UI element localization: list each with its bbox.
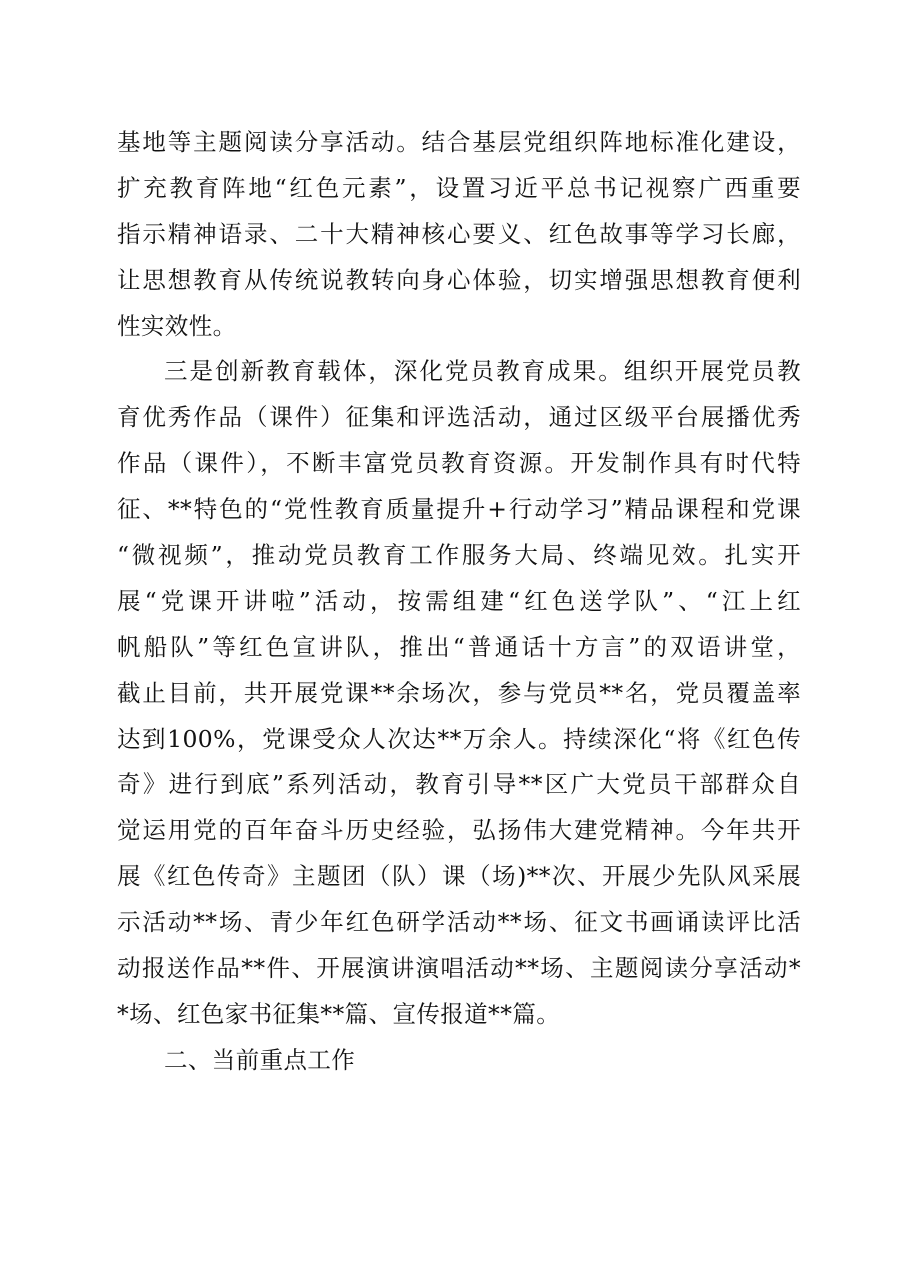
text-line: “微视频”，推动党员教育工作服务大局、终端见效。扎实开: [117, 541, 801, 570]
section-heading: 二、当前重点工作: [164, 1045, 356, 1074]
text-line: 作品（课件），不断丰富党员教育资源。开发制作具有时代特: [117, 449, 801, 478]
text-line: 性实效性。: [117, 311, 237, 340]
text-line: *场、红色家书征集**篇、宣传报道**篇。: [117, 999, 561, 1028]
document-body: [117, 120, 801, 1084]
text-line: 指示精神语录、二十大精神核心要义、红色故事等学习长廊，: [117, 219, 801, 248]
text-line: 帆船队”等红色宣讲队，推出“普通话十方言”的双语讲堂，: [117, 632, 801, 661]
text-line: 扩充教育阵地“红色元素”，设置习近平总书记视察广西重要: [117, 173, 801, 202]
text-line: 达到100%，党课受众人次达**万余人。持续深化“将《红色传: [117, 724, 801, 753]
text-line: 三是创新教育载体，深化党员教育成果。组织开展党员教: [164, 357, 801, 386]
text-line: 育优秀作品（课件）征集和评选活动，通过区级平台展播优秀: [117, 403, 801, 432]
text-line: 展《红色传奇》主题团（队）课（场)**次、开展少先队风采展: [117, 862, 801, 891]
text-line: 展“党课开讲啦”活动，按需组建“红色送学队”、“江上红: [117, 586, 801, 615]
text-line: 觉运用党的百年奋斗历史经验，弘扬伟大建党精神。今年共开: [117, 816, 801, 845]
text-line: 示活动**场、青少年红色研学活动**场、征文书画诵读评比活: [117, 908, 801, 937]
text-line: 基地等主题阅读分享活动。结合基层党组织阵地标准化建设，: [117, 128, 801, 156]
text-line: 奇》进行到底”系列活动，教育引导**区广大党员干部群众自: [117, 770, 801, 799]
text-line: 动报送作品**件、开展演讲演唱活动**场、主题阅读分享活动*: [117, 954, 801, 983]
text-line: 征、**特色的“党性教育质量提升+行动学习”精品课程和党课: [117, 495, 801, 524]
text-line: 截止目前，共开展党课**余场次，参与党员**名，党员覆盖率: [117, 678, 801, 707]
text-line: 让思想教育从传统说教转向身心体验，切实增强思想教育便利: [117, 265, 801, 294]
